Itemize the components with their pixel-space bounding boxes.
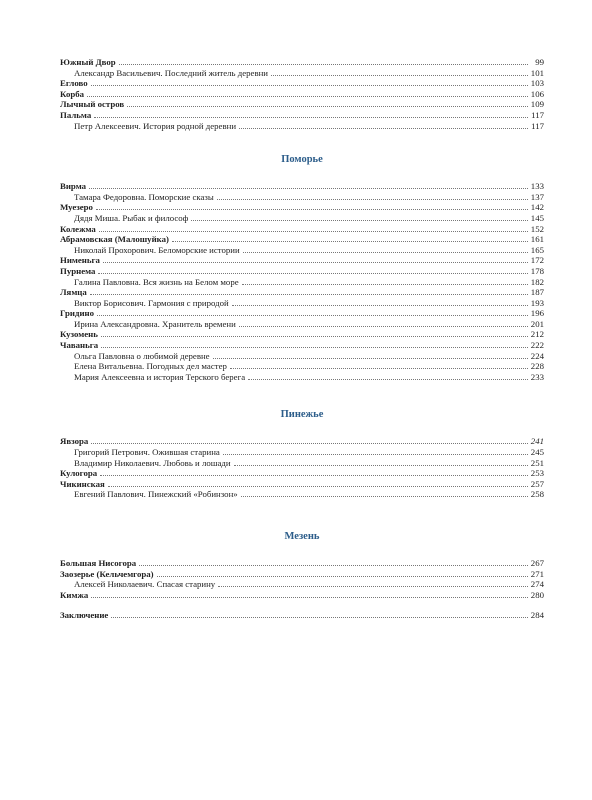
page-number: 117 [531,120,544,131]
entry-title: Евгений Павлович. Пинежский «Робинзон» [74,489,238,500]
entry-title: Большая Нисогора [60,558,137,568]
entry-title: Галина Павловна. Вся жизнь на Белом море [74,276,239,287]
toc-entry-story[interactable] [60,361,544,372]
dot-leader [241,495,528,497]
entry-title: Чаваньга [60,340,99,351]
toc-entry-story[interactable] [60,447,544,458]
dot-leader [139,564,528,566]
toc-entry-story[interactable] [60,579,544,590]
toc-entry-story[interactable] [60,489,544,500]
page-number: 172 [530,255,544,266]
page-number: 106 [530,88,544,99]
dot-leader [232,304,528,306]
entry-title: Еглово [60,78,88,89]
page-number: 228 [530,361,544,372]
entry-title: Лычный остров [60,99,125,110]
page-number: 109 [530,99,544,110]
page-number: 178 [530,265,544,276]
entry-title: Гридино [60,308,94,319]
toc-entry-place[interactable] [60,224,544,235]
toc-entry-place[interactable] [60,202,544,213]
entry-title: Ольга Павловна о любимой деревне [74,350,210,361]
page-number: 241 [530,436,544,447]
toc-entry-place[interactable] [60,340,544,351]
dot-leader [248,378,528,380]
entry-title: Пальма [60,109,92,120]
page-number: 99 [535,57,544,67]
dot-leader [217,198,528,200]
section-title: Пинежье [280,409,324,421]
dot-leader [239,325,528,327]
dot-leader [119,63,528,65]
page-number: 233 [530,371,544,382]
entry-title: Заключение [60,610,109,621]
dot-leader [89,187,528,189]
toc-entry-place[interactable] [60,110,544,121]
entry-title: Александр Васильевич. Последний житель деревни [74,67,269,78]
toc-group [60,530,544,621]
entry-title: Тамара Федоровна. Поморские сказы [74,191,214,202]
section-title: Мезень [284,531,320,542]
toc-entry-place[interactable] [60,99,544,110]
page-number: 117 [531,109,544,120]
page-number: 142 [530,202,544,213]
page-number: 222 [530,340,544,351]
entry-title: Абрамовская (Малошуйка) [60,234,169,245]
dot-leader [223,453,528,455]
toc-entry-place[interactable] [60,610,544,621]
toc-entry-place[interactable] [60,569,544,580]
page-number: 187 [530,287,544,298]
page-number: 274 [530,579,544,590]
page-number: 101 [530,67,544,78]
entry-title: Лямца [60,287,87,298]
dot-leader [91,442,528,444]
page-number: 271 [530,568,544,579]
page-number: 133 [530,181,544,192]
toc-group [60,408,544,500]
entry-title: Алексей Николаевич. Спасая старину [74,579,216,590]
toc-entry-place[interactable] [60,266,544,277]
toc-group [60,57,544,131]
page-number: 280 [530,589,544,600]
entry-title: Елена Витальевна. Погодных дел мастер [74,361,227,372]
dot-leader [234,464,528,466]
entry-title: Чикинская [60,478,105,489]
page-number: 161 [530,234,544,245]
entry-title: Пурнема [60,265,96,276]
toc-entry-story[interactable] [60,298,544,309]
dot-leader [103,261,528,263]
toc-entry-place[interactable] [60,78,544,89]
toc-entry-place[interactable] [60,234,544,245]
entry-title: Корба [60,88,85,99]
toc-entry-place[interactable] [60,479,544,490]
dot-leader [111,616,528,618]
entry-title: Кулогора [60,468,98,479]
toc-entry-story[interactable] [60,277,544,288]
page-number: 284 [530,610,544,621]
toc-entry-place[interactable] [60,468,544,479]
entry-title: Южный Двор [60,57,116,67]
dot-leader [91,84,528,86]
dot-leader [87,95,528,97]
dot-leader [100,474,528,476]
page-number: 258 [530,489,544,500]
dot-leader [101,335,528,337]
page-number: 182 [530,276,544,287]
toc-entry-place[interactable] [60,329,544,340]
toc-entry-story[interactable] [60,121,544,132]
entry-title: Кимжа [60,589,89,600]
toc-group [60,153,544,382]
toc-entry-place[interactable] [60,287,544,298]
toc-entry-story[interactable] [60,351,544,362]
toc-entry-story[interactable] [60,245,544,256]
dot-leader [96,208,528,210]
entry-title: Мария Алексеевна и история Терского берега [74,371,246,382]
toc-entry-place[interactable] [60,255,544,266]
dot-leader [172,240,528,242]
toc-entry-story[interactable] [60,458,544,469]
page-number: 201 [530,318,544,329]
entry-title: Явзора [60,436,89,447]
dot-leader [99,230,528,232]
toc-entry-story[interactable] [60,213,544,224]
entry-title: Виктор Борисович. Гармония с природой [74,297,229,308]
toc-entry-place[interactable] [60,590,544,601]
toc-entry-story[interactable] [60,192,544,203]
dot-leader [108,485,528,487]
dot-leader [157,575,528,577]
toc-entry-story[interactable] [60,319,544,330]
entry-title: Муезеро [60,202,93,213]
dot-leader [98,272,528,274]
entry-title: Дядя Миша. Рыбак и философ [74,212,189,223]
toc-entry-place[interactable] [60,89,544,100]
dot-leader [213,357,528,359]
entry-title: Владимир Николаевич. Любовь и лошади [74,457,231,468]
toc-entry-story[interactable] [60,372,544,383]
page-number: 145 [530,212,544,223]
entry-title: Колежма [60,223,96,234]
page-number: 253 [530,468,544,479]
entry-title: Григорий Петрович. Ожившая старина [74,447,220,458]
page-number: 103 [530,78,544,89]
dot-leader [218,585,528,587]
entry-title: Ирина Александровна. Хранитель времени [74,318,236,329]
dot-leader [243,251,528,253]
dot-leader [90,293,528,295]
toc-entry-place[interactable] [60,181,544,192]
page-number: 137 [530,191,544,202]
toc-entry-story[interactable] [60,68,544,79]
page-number: 267 [530,558,544,568]
dot-leader [97,314,528,316]
dot-leader [127,105,528,107]
page-number: 152 [530,223,544,234]
page-number: 257 [530,478,544,489]
toc-entry-place[interactable] [60,436,544,447]
page-number: 196 [530,308,544,319]
toc-entry-place[interactable] [60,57,544,68]
dot-leader [191,219,528,221]
page-number: 245 [530,447,544,458]
page-number: 251 [530,457,544,468]
page-number: 224 [530,350,544,361]
dot-leader [242,283,528,285]
toc-entry-place[interactable] [60,308,544,319]
toc-entry-place[interactable] [60,558,544,569]
dot-leader [101,346,528,348]
page-number: 165 [530,244,544,255]
page-number: 193 [530,297,544,308]
entry-title: Вирма [60,181,87,192]
table-of-contents [60,57,544,621]
entry-title: Нименьга [60,255,100,266]
dot-leader [271,74,528,76]
dot-leader [94,116,528,118]
dot-leader [239,127,528,129]
entry-title: Кузомень [60,329,98,340]
entry-title: Петр Алексеевич. История родной деревни [74,120,237,131]
entry-title: Николай Прохорович. Беломорские истории [74,244,240,255]
dot-leader [91,596,528,598]
entry-title: Заозерье (Кельчемгора) [60,568,154,579]
page-number: 212 [530,329,544,340]
dot-leader [230,367,528,369]
section-title: Поморье [281,154,323,166]
